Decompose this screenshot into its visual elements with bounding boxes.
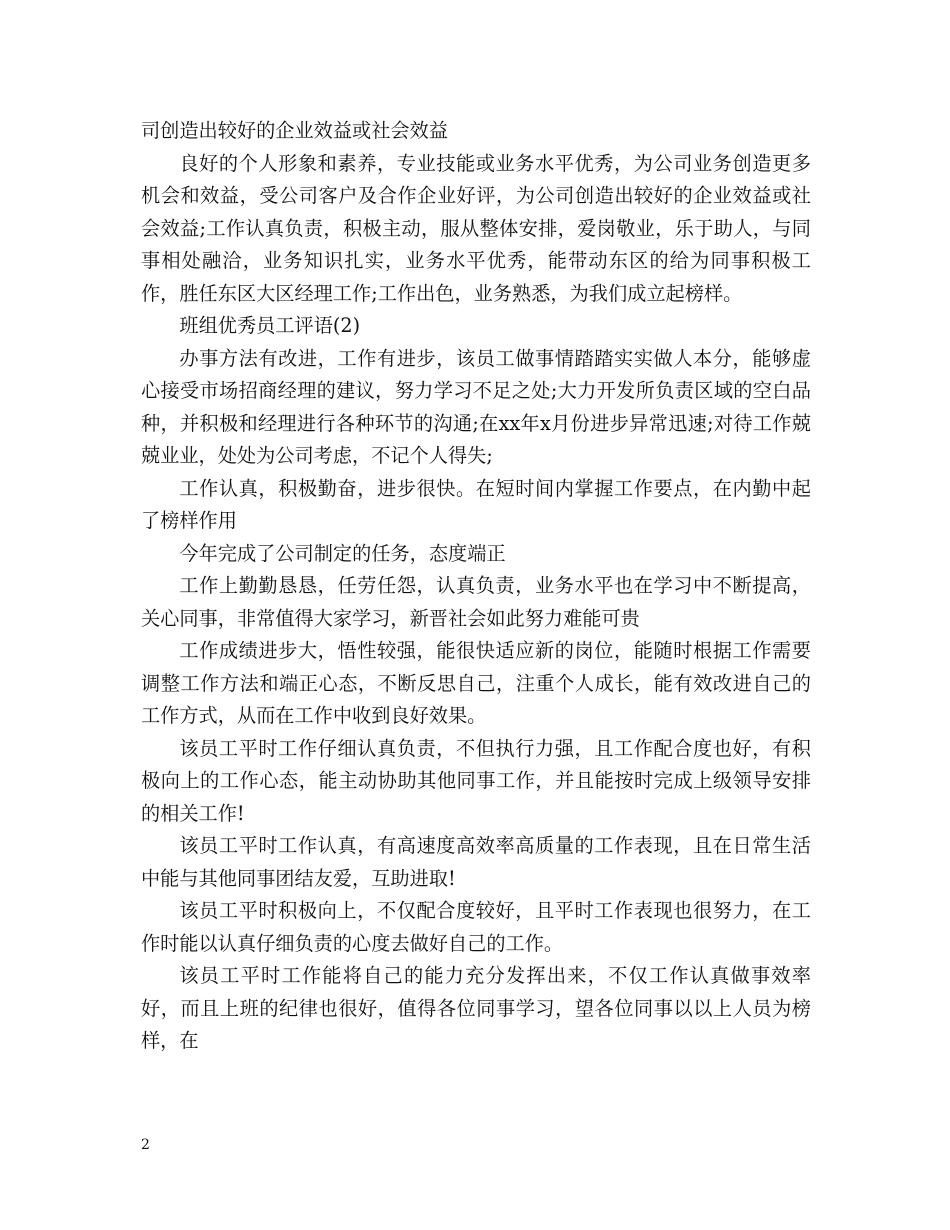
paragraph: 良好的个人形象和素养，专业技能或业务水平优秀，为公司业务创造更多机会和效益，受公司客户及合作企业好评，为公司创造出较好的企业效益或社会效益;工作认真负责，积极主动，服从整体安排，爱岗敬业，乐于助人，与同事相处融洽，业务知识扎实，业务水平优秀，能带动东区的给为同事积极工作，胜任东区大区经理工作;工作出色，业务熟悉，为我们成立起榜样。 bbox=[141, 151, 811, 305]
paragraph: 该员工平时积极向上，不仅配合度较好，且平时工作表现也很努力，在工作时能以认真仔细负责的心度去做好自己的工作。 bbox=[141, 899, 811, 955]
paragraph: 工作成绩进步大，悟性较强，能很快适应新的岗位，能随时根据工作需要调整工作方法和端正心态，不断反思自己，注重个人成长，能有效改进自己的工作方式，从而在工作中收到良好效果。 bbox=[141, 639, 811, 727]
paragraph: 工作上勤勤恳恳，任劳任怨，认真负责，业务水平也在学习中不断提高，关心同事，非常值得大家学习，新晋社会如此努力难能可贵 bbox=[141, 574, 811, 630]
paragraph: 该员工平时工作仔细认真负责，不但执行力强，且工作配合度也好，有积极向上的工作心态，能主动协助其他同事工作，并且能按时完成上级领导安排的相关工作! bbox=[141, 736, 811, 825]
paragraph-continuation: 司创造出较好的企业效益或社会效益 bbox=[141, 119, 448, 142]
paragraph: 今年完成了公司制定的任务，态度端正 bbox=[179, 541, 506, 565]
section-heading: 班组优秀员工评语(2) bbox=[179, 314, 361, 337]
document-body bbox=[141, 115, 811, 1058]
paragraph: 该员工平时工作能将自己的能力充分发挥出来，不仅工作认真做事效率好，而且上班的纪律也很好，值得各位同事学习，望各位同事以以上人员为榜样，在 bbox=[141, 964, 811, 1052]
paragraph: 办事方法有改进，工作有进步，该员工做事情踏踏实实做人本分，能够虚心接受市场招商经理的建议，努力学习不足之处;大力开发所负责区域的空白品种，并积极和经理进行各种环节的沟通;在xx年x月份进步异常迅速;对待工作兢兢业业，处处为公司考虑，不记个人得失; bbox=[141, 346, 811, 467]
paragraph: 工作认真，积极勤奋，进步很快。在短时间内掌握工作要点，在内勤中起了榜样作用 bbox=[141, 476, 811, 532]
page-number: 2 bbox=[141, 1137, 150, 1153]
paragraph: 该员工平时工作认真，有高速度高效率高质量的工作表现，且在日常生活中能与其他同事团结友爱，互助进取! bbox=[141, 834, 811, 890]
